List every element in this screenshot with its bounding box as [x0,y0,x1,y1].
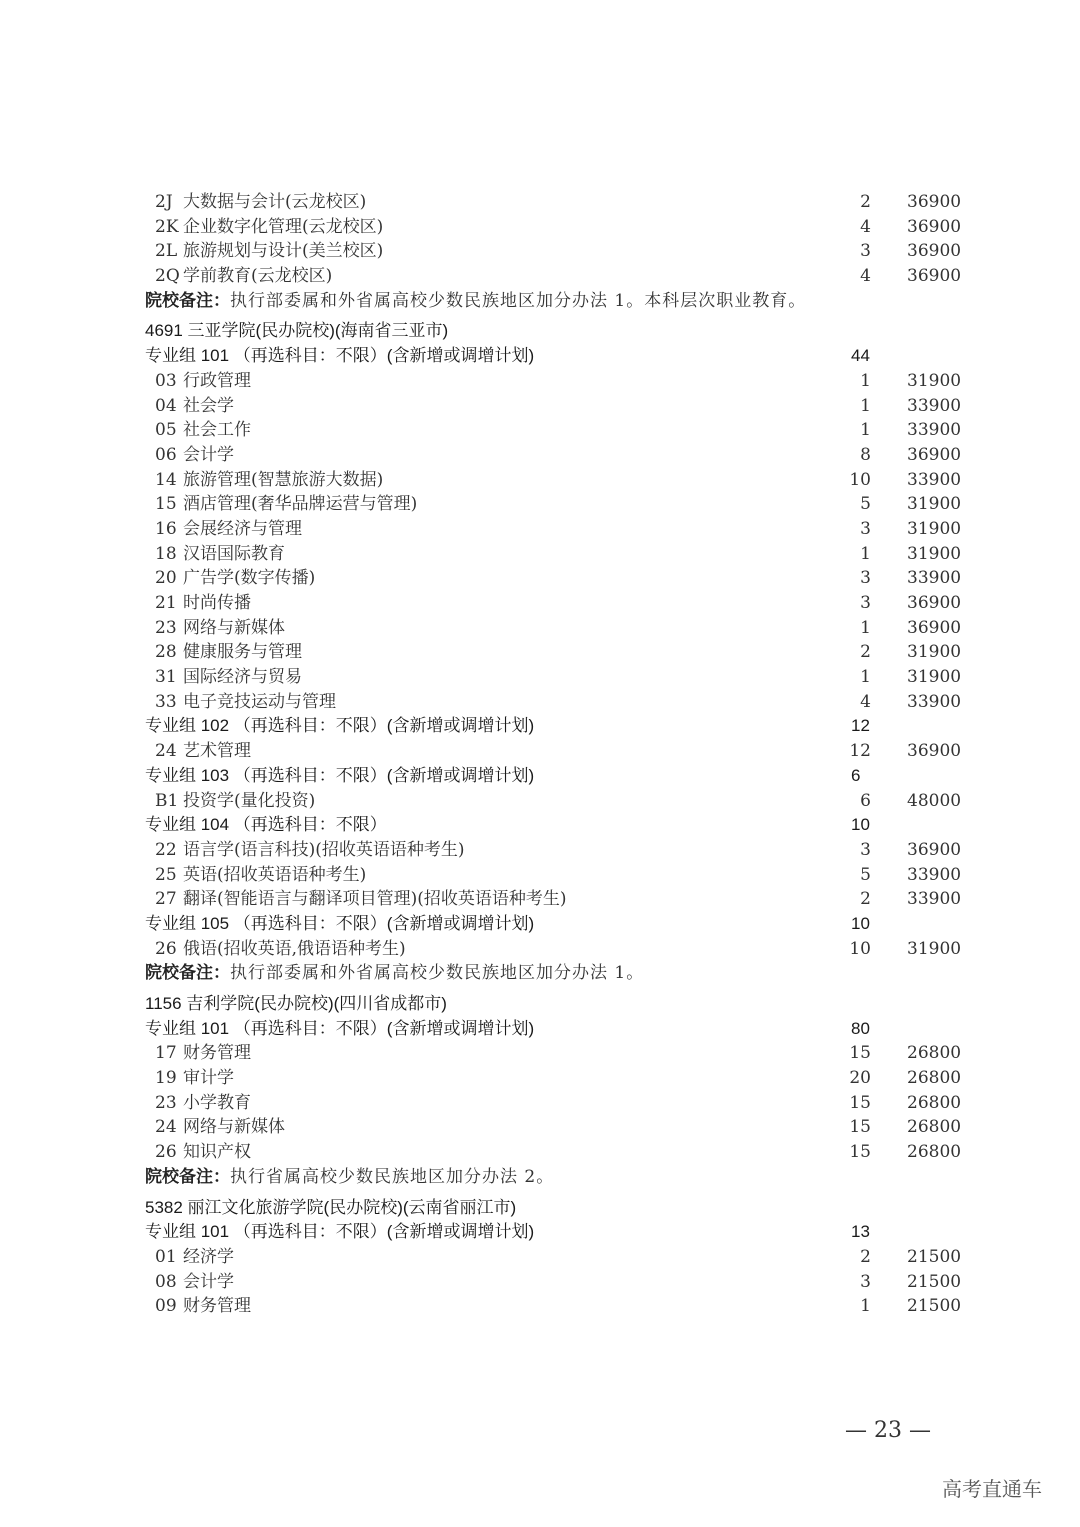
major-name: 经济学 [183,1246,234,1267]
major-fee: 33900 [907,420,962,441]
major-row [145,566,975,591]
group-total: 10 [851,815,870,835]
major-name: 电子竞技运动与管理 [183,691,336,712]
major-name: 社会工作 [183,420,251,441]
remark-text: 执行部委属和外省属高校少数民族地区加分办法 1。本科层次职业教育。 [230,290,807,311]
major-name: 艺术管理 [183,741,251,762]
major-fee: 36900 [907,266,962,287]
major-count: 3 [860,568,871,589]
major-count: 10 [849,469,871,490]
major-count: 1 [860,395,871,416]
major-count: 1 [860,370,871,391]
major-count: 1 [860,420,871,441]
major-count: 1 [860,543,871,564]
major-fee: 31900 [907,518,962,539]
major-name: 大数据与会计(云龙校区) [183,192,367,212]
remark-label: 院校备注： [145,963,230,983]
major-group-header [145,813,975,838]
school-title: 4691 三亚学院(民办院校)(海南省三亚市) [145,321,449,341]
major-code: 04 [155,395,177,416]
major-row [145,492,975,517]
major-fee: 31900 [907,938,962,959]
major-fee: 33900 [907,395,962,416]
major-fee: 26800 [907,1142,962,1163]
major-row [145,369,975,394]
schools-container [145,313,975,1319]
major-count: 15 [849,1092,871,1113]
major-code: 23 [155,617,177,638]
major-code: 16 [155,518,177,539]
major-row [145,239,975,264]
group-label: 专业组 102 （再选科目：不限）(含新增或调增计划) [145,716,535,736]
major-code: 18 [155,543,177,564]
major-code: 15 [155,494,177,515]
major-row [145,1270,975,1295]
school-block [145,319,975,986]
major-row [145,838,975,863]
major-fee: 21500 [907,1271,962,1292]
major-row [145,468,975,493]
major-fee: 36900 [907,216,962,237]
major-code: 27 [155,889,177,910]
major-row [145,640,975,665]
major-name: 汉语国际教育 [183,543,285,564]
major-row [145,1091,975,1116]
major-fee: 31900 [907,370,962,391]
major-name: 投资学(量化投资) [183,790,316,811]
major-row [145,542,975,567]
major-fee: 33900 [907,691,962,712]
major-code: 31 [155,667,177,688]
major-name: 会计学 [183,444,234,465]
major-row [145,418,975,443]
group-total: 80 [851,1018,870,1038]
major-name: 财务管理 [183,1043,251,1064]
major-fee: 33900 [907,469,962,490]
major-fee: 33900 [907,568,962,589]
major-name: 健康服务与管理 [183,642,302,663]
major-code: 24 [155,1117,177,1138]
major-count: 12 [849,741,871,762]
major-row [145,1041,975,1066]
school-header [145,319,975,344]
major-code: 2J [155,192,173,212]
major-count: 3 [860,518,871,539]
major-row [145,616,975,641]
major-row [145,863,975,888]
major-row [145,215,975,240]
group-label: 专业组 103 （再选科目：不限）(含新增或调增计划) [145,765,535,785]
major-fee: 26800 [907,1117,962,1138]
major-row [145,264,975,289]
major-group-header [145,912,975,937]
major-count: 2 [860,642,871,663]
major-fee: 31900 [907,494,962,515]
group-total: 13 [851,1222,870,1242]
major-code: 25 [155,864,177,885]
major-name: 审计学 [183,1068,234,1089]
major-group-header [145,764,975,789]
major-code: 24 [155,741,177,762]
major-code: 22 [155,839,177,860]
major-code: 09 [155,1296,177,1317]
major-fee: 31900 [907,667,962,688]
major-code: 2L [155,241,178,262]
major-fee: 36900 [907,741,962,762]
major-fee: 36900 [907,593,962,613]
major-count: 15 [849,1043,871,1064]
major-fee: 36900 [907,839,962,860]
school-title: 5382 丽江文化旅游学院(民办院校)(云南省丽江市) [145,1197,517,1217]
major-count: 3 [860,1271,871,1292]
major-name: 行政管理 [183,370,251,391]
remark-label: 院校备注： [145,1166,230,1186]
major-code: 19 [155,1068,177,1089]
major-code: 06 [155,444,177,465]
major-fee: 36900 [907,192,962,212]
major-code: 28 [155,642,177,663]
remark-label: 院校备注： [145,290,230,310]
major-count: 15 [849,1117,871,1138]
remark-text: 执行部委属和外省属高校少数民族地区加分办法 1。 [230,963,645,984]
major-name: 酒店管理(奢华品牌运营与管理) [183,494,418,515]
major-row [145,517,975,542]
major-row [145,443,975,468]
major-row [145,394,975,419]
major-code: 21 [155,593,177,613]
school-title: 1156 吉利学院(民办院校)(四川省成都市) [145,994,447,1013]
major-fee: 33900 [907,889,962,910]
watermark-text: 高考直通车 [942,1479,1042,1501]
major-fee: 26800 [907,1068,962,1089]
group-total: 12 [851,716,870,736]
major-fee: 31900 [907,642,962,663]
major-name: 网络与新媒体 [183,1117,285,1138]
major-group-header [145,1220,975,1245]
major-code: 08 [155,1271,177,1292]
major-name: 旅游规划与设计(美兰校区) [183,241,384,262]
major-fee: 26800 [907,1043,962,1064]
major-code: 23 [155,1092,177,1113]
major-code: 17 [155,1043,177,1064]
school-block [145,992,975,1190]
major-code: B1 [155,790,179,811]
major-count: 2 [860,192,871,212]
major-count: 8 [860,444,871,465]
major-fee: 26800 [907,1092,962,1113]
school-remark [145,289,975,314]
major-count: 2 [860,889,871,910]
major-code: 2K [155,216,179,237]
major-row [145,591,975,616]
major-fee: 21500 [907,1296,962,1317]
page-number: — 23 — [845,1418,931,1443]
major-code: 01 [155,1246,177,1267]
major-fee: 36900 [907,241,962,262]
major-name: 国际经济与贸易 [183,667,302,688]
major-code: 05 [155,420,177,441]
major-name: 语言学(语言科技)(招收英语语种考生) [183,839,465,860]
major-count: 1 [860,1296,871,1317]
group-total: 44 [851,346,870,366]
major-fee: 48000 [907,790,962,811]
major-name: 网络与新媒体 [183,617,285,638]
group-label: 专业组 105 （再选科目：不限）(含新增或调增计划) [145,913,535,933]
major-code: 2Q [155,266,180,287]
major-count: 5 [860,864,871,885]
major-name: 英语(招收英语语种考生) [183,864,367,885]
school-block [145,1196,975,1319]
major-code: 26 [155,1142,177,1163]
major-name: 翻译(智能语言与翻译项目管理)(招收英语语种考生) [183,889,567,910]
major-count: 3 [860,593,871,613]
major-name: 俄语(招收英语,俄语语种考生) [183,938,406,959]
major-name: 学前教育(云龙校区) [183,266,333,287]
school-remark [145,961,975,986]
major-fee: 21500 [907,1246,962,1267]
major-row [145,1066,975,1091]
major-count: 4 [860,266,871,287]
major-fee: 36900 [907,617,962,638]
major-name: 财务管理 [183,1296,251,1317]
major-name: 会展经济与管理 [183,518,302,539]
major-count: 2 [860,1246,871,1267]
school-header [145,992,975,1017]
enrollment-plan-list [145,190,975,1319]
major-row [145,1140,975,1165]
major-row [145,789,975,814]
major-count: 3 [860,241,871,262]
major-group-header [145,714,975,739]
major-group-header [145,1017,975,1042]
major-count: 1 [860,617,871,638]
major-row [145,1294,975,1319]
group-label: 专业组 101 （再选科目：不限）(含新增或调增计划) [145,1222,535,1242]
major-code: 03 [155,370,177,391]
major-row [145,887,975,912]
major-name: 时尚传播 [183,593,251,613]
major-name: 会计学 [183,1271,234,1292]
group-label: 专业组 101 （再选科目：不限）(含新增或调增计划) [145,1018,535,1038]
major-count: 6 [860,790,871,811]
major-count: 1 [860,667,871,688]
major-name: 社会学 [183,395,234,416]
major-count: 3 [860,839,871,860]
major-name: 小学教育 [183,1092,251,1113]
major-row [145,1245,975,1270]
major-row [145,937,975,962]
major-code: 33 [155,691,177,712]
major-count: 10 [849,938,871,959]
major-code: 14 [155,469,177,490]
major-name: 知识产权 [183,1142,251,1163]
major-name: 旅游管理(智慧旅游大数据) [183,469,384,490]
remark-text: 执行省属高校少数民族地区加分办法 2。 [230,1166,555,1187]
group-label: 专业组 101 （再选科目：不限）(含新增或调增计划) [145,346,535,366]
major-row [145,690,975,715]
major-count: 4 [860,691,871,712]
major-row [145,190,975,215]
major-fee: 33900 [907,864,962,885]
school-header [145,1196,975,1221]
major-fee: 31900 [907,543,962,564]
major-fee: 36900 [907,444,962,465]
group-total: 10 [851,913,870,933]
major-code: 26 [155,938,177,959]
group-label: 专业组 104 （再选科目：不限） [145,815,387,835]
major-count: 15 [849,1142,871,1163]
school-remark [145,1165,975,1190]
major-code: 20 [155,568,177,589]
major-row [145,665,975,690]
major-count: 5 [860,494,871,515]
major-group-header [145,344,975,369]
major-row [145,739,975,764]
group-total: 6 [851,765,861,785]
continuation-block [145,190,975,313]
major-name: 企业数字化管理(云龙校区) [183,216,384,237]
major-row [145,1115,975,1140]
major-count: 4 [860,216,871,237]
major-name: 广告学(数字传播) [183,568,316,589]
major-count: 20 [849,1068,871,1089]
